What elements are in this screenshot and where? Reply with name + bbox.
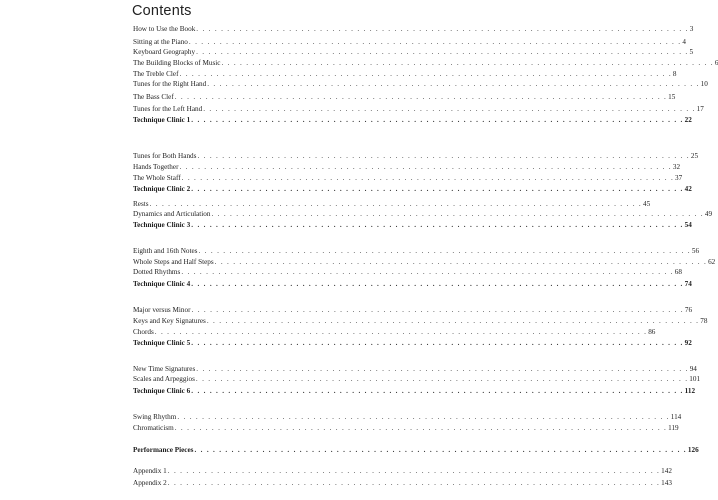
dot-leader: . . . . . . . . . . . . . . . . . . . . . . . . . . . . . . . . . . . . . . . . . . . . . . . . . . . . . . . . . . . . . . . . . . . . . . . . . . . . . . . . — [188, 38, 682, 46]
dot-leader: . . . . . . . . . . . . . . . . . . . . . . . . . . . . . . . . . . . . . . . . . . . . . . . . . . . . . . . . . . . . . . . . . . . . . . . . . . . . . . . . — [177, 413, 670, 421]
contents-heading: Contents — [132, 3, 192, 19]
toc-entry-page: 126 — [687, 446, 699, 454]
dot-leader: . . . . . . . . . . . . . . . . . . . . . . . . . . . . . . . . . . . . . . . . . . . . . . . . . . . . . . . . . . . . . . . . . . . . . . . . . . . . . . . . — [196, 25, 689, 33]
dot-leader: . . . . . . . . . . . . . . . . . . . . . . . . . . . . . . . . . . . . . . . . . . . . . . . . . . . . . . . . . . . . . . . . . . . . . . . . . . . . . . . . — [195, 375, 689, 383]
dot-leader: . . . . . . . . . . . . . . . . . . . . . . . . . . . . . . . . . . . . . . . . . . . . . . . . . . . . . . . . . . . . . . . . . . . . . . . . . . . . . . . . — [196, 365, 689, 373]
toc-entry-page: 8 — [672, 70, 677, 78]
toc-entry-page: 62 — [708, 258, 716, 266]
toc-entry-title: Technique Clinic 1 — [133, 116, 191, 124]
dot-leader: . . . . . . . . . . . . . . . . . . . . . . . . . . . . . . . . . . . . . . . . . . . . . . . . . . . . . . . . . . . . . . . . . . . . . . . . . . . . . . . . — [191, 306, 684, 314]
dot-leader: . . . . . . . . . . . . . . . . . . . . . . . . . . . . . . . . . . . . . . . . . . . . . . . . . . . . . . . . . . . . . . . . . . . . . . . . . . . . . . . . — [181, 174, 675, 182]
toc-entry-page: 119 — [668, 424, 679, 432]
toc-entry-title: Dotted Rhythms — [133, 268, 181, 276]
dot-leader: . . . . . . . . . . . . . . . . . . . . . . . . . . . . . . . . . . . . . . . . . . . . . . . . . . . . . . . . . . . . . . . . . . . . . . . . . . . . . . . . — [174, 424, 668, 432]
dot-leader: . . . . . . . . . . . . . . . . . . . . . . . . . . . . . . . . . . . . . . . . . . . . . . . . . . . . . . . . . . . . . . . . . . . . . . . . . . . . . . . . — [191, 387, 684, 395]
dot-leader: . . . . . . . . . . . . . . . . . . . . . . . . . . . . . . . . . . . . . . . . . . . . . . . . . . . . . . . . . . . . . . . . . . . . . . . . . . . . . . . . — [179, 70, 672, 78]
toc-entry-title: The Treble Clef — [133, 70, 179, 78]
dot-leader: . . . . . . . . . . . . . . . . . . . . . . . . . . . . . . . . . . . . . . . . . . . . . . . . . . . . . . . . . . . . . . . . . . . . . . . . . . . . . . . . — [214, 258, 708, 266]
toc-entry — [133, 257, 716, 267]
toc-entry-title: New Time Signatures — [133, 365, 196, 373]
toc-entry-title: Major versus Minor — [133, 306, 191, 314]
dot-leader: . . . . . . . . . . . . . . . . . . . . . . . . . . . . . . . . . . . . . . . . . . . . . . . . . . . . . . . . . . . . . . . . . . . . . . . . . . . . . . . . — [149, 200, 642, 208]
toc-entry-title: Dynamics and Articulation — [133, 210, 211, 218]
toc-entry — [133, 79, 708, 89]
toc-entry — [133, 115, 692, 125]
toc-entry — [133, 246, 700, 256]
toc-entry-page: 76 — [684, 306, 693, 314]
toc-entry-title: The Whole Staff — [133, 174, 181, 182]
dot-leader: . . . . . . . . . . . . . . . . . . . . . . . . . . . . . . . . . . . . . . . . . . . . . . . . . . . . . . . . . . . . . . . . . . . . . . . . . . . . . . . . — [196, 48, 689, 56]
toc-entry-page: 92 — [684, 339, 692, 347]
toc-entry — [133, 184, 692, 194]
toc-entry — [133, 478, 672, 488]
dot-leader: . . . . . . . . . . . . . . . . . . . . . . . . . . . . . . . . . . . . . . . . . . . . . . . . . . . . . . . . . . . . . . . . . . . . . . . . . . . . . . . . — [154, 328, 648, 336]
toc-entry-title: Rests — [133, 200, 149, 208]
toc-entry — [133, 364, 697, 374]
dot-leader: . . . . . . . . . . . . . . . . . . . . . . . . . . . . . . . . . . . . . . . . . . . . . . . . . . . . . . . . . . . . . . . . . . . . . . . . . . . . . . . . — [191, 116, 684, 124]
toc-entry-page: 17 — [696, 105, 704, 113]
toc-entry-title: Technique Clinic 4 — [133, 280, 191, 288]
dot-leader: . . . . . . . . . . . . . . . . . . . . . . . . . . . . . . . . . . . . . . . . . . . . . . . . . . . . . . . . . . . . . . . . . . . . . . . . . . . . . . . . — [211, 210, 704, 218]
toc-entry-page: 5 — [689, 48, 694, 56]
toc-entry — [133, 58, 718, 68]
toc-entry — [133, 37, 686, 47]
dot-leader: . . . . . . . . . . . . . . . . . . . . . . . . . . . . . . . . . . . . . . . . . . . . . . . . . . . . . . . . . . . . . . . . . . . . . . . . . . . . . . . . — [198, 247, 691, 255]
toc-entry-title: Performance Pieces — [133, 446, 194, 454]
toc-entry-title: Technique Clinic 6 — [133, 387, 191, 395]
dot-leader: . . . . . . . . . . . . . . . . . . . . . . . . . . . . . . . . . . . . . . . . . . . . . . . . . . . . . . . . . . . . . . . . . . . . . . . . . . . . . . . . — [191, 280, 684, 288]
dot-leader: . . . . . . . . . . . . . . . . . . . . . . . . . . . . . . . . . . . . . . . . . . . . . . . . . . . . . . . . . . . . . . . . . . . . . . . . . . . . . . . . — [167, 467, 661, 475]
toc-entry-title: Eighth and 16th Notes — [133, 247, 198, 255]
toc-entry — [133, 220, 692, 230]
toc-entry-page: 143 — [661, 479, 672, 487]
toc-entry-title: Technique Clinic 3 — [133, 221, 191, 229]
toc-entry-page: 74 — [684, 280, 692, 288]
toc-entry-title: Swing Rhythm — [133, 413, 177, 421]
toc-entry-page: 25 — [690, 152, 699, 160]
toc-entry — [133, 466, 672, 476]
toc-entry-title: Keys and Key Signatures — [133, 317, 206, 325]
toc-entry-title: Sitting at the Piano — [133, 38, 188, 46]
dot-leader: . . . . . . . . . . . . . . . . . . . . . . . . . . . . . . . . . . . . . . . . . . . . . . . . . . . . . . . . . . . . . . . . . . . . . . . . . . . . . . . . — [181, 268, 674, 276]
toc-entry-title: Tunes for the Left Hand — [133, 105, 203, 113]
toc-entry — [133, 374, 701, 384]
toc-entry-title: Technique Clinic 5 — [133, 339, 191, 347]
toc-entry — [133, 445, 699, 455]
toc-entry — [133, 47, 694, 57]
toc-entry — [133, 209, 713, 219]
toc-entry-page: 78 — [700, 317, 708, 325]
toc-entry-title: Tunes for the Right Hand — [133, 80, 207, 88]
toc-entry-page: 56 — [691, 247, 700, 255]
toc-entry-title: Chords — [133, 328, 154, 336]
toc-entry-page: 15 — [668, 93, 676, 101]
toc-entry-title: How to Use the Book — [133, 25, 196, 33]
toc-entry-title: Appendix 1 — [133, 467, 167, 475]
dot-leader: . . . . . . . . . . . . . . . . . . . . . . . . . . . . . . . . . . . . . . . . . . . . . . . . . . . . . . . . . . . . . . . . . . . . . . . . . . . . . . . . — [191, 339, 684, 347]
dot-leader: . . . . . . . . . . . . . . . . . . . . . . . . . . . . . . . . . . . . . . . . . . . . . . . . . . . . . . . . . . . . . . . . . . . . . . . . . . . . . . . . — [206, 317, 700, 325]
dot-leader: . . . . . . . . . . . . . . . . . . . . . . . . . . . . . . . . . . . . . . . . . . . . . . . . . . . . . . . . . . . . . . . . . . . . . . . . . . . . . . . . — [221, 59, 714, 67]
dot-leader: . . . . . . . . . . . . . . . . . . . . . . . . . . . . . . . . . . . . . . . . . . . . . . . . . . . . . . . . . . . . . . . . . . . . . . . . . . . . . . . . — [207, 80, 700, 88]
toc-entry-page: 68 — [674, 268, 682, 276]
dot-leader: . . . . . . . . . . . . . . . . . . . . . . . . . . . . . . . . . . . . . . . . . . . . . . . . . . . . . . . . . . . . . . . . . . . . . . . . . . . . . . . . — [179, 163, 672, 171]
toc-entry — [133, 267, 682, 277]
toc-entry — [133, 162, 681, 172]
toc-entry-page: 6 — [714, 59, 718, 67]
toc-entry-page: 86 — [648, 328, 656, 336]
toc-entry-page: 54 — [684, 221, 692, 229]
toc-entry-page: 142 — [661, 467, 672, 475]
toc-entry — [133, 423, 679, 433]
dot-leader: . . . . . . . . . . . . . . . . . . . . . . . . . . . . . . . . . . . . . . . . . . . . . . . . . . . . . . . . . . . . . . . . . . . . . . . . . . . . . . . . — [174, 93, 668, 101]
toc-entry-page: 22 — [684, 116, 692, 124]
dot-leader: . . . . . . . . . . . . . . . . . . . . . . . . . . . . . . . . . . . . . . . . . . . . . . . . . . . . . . . . . . . . . . . . . . . . . . . . . . . . . . . . — [191, 185, 684, 193]
toc-entry-page: 37 — [675, 174, 683, 182]
toc-entry-page: 3 — [689, 25, 694, 33]
toc-entry — [133, 24, 694, 34]
toc-entry-page: 45 — [642, 200, 651, 208]
toc-entry-page: 114 — [670, 413, 682, 421]
dot-leader: . . . . . . . . . . . . . . . . . . . . . . . . . . . . . . . . . . . . . . . . . . . . . . . . . . . . . . . . . . . . . . . . . . . . . . . . . . . . . . . . — [197, 152, 690, 160]
toc-entry — [133, 412, 682, 422]
toc-entry — [133, 104, 704, 114]
toc-entry-title: Technique Clinic 2 — [133, 185, 191, 193]
toc-entry — [133, 151, 699, 161]
toc-entry-page: 10 — [700, 80, 708, 88]
toc-entry-page: 32 — [672, 163, 681, 171]
toc-entry — [133, 327, 656, 337]
dot-leader: . . . . . . . . . . . . . . . . . . . . . . . . . . . . . . . . . . . . . . . . . . . . . . . . . . . . . . . . . . . . . . . . . . . . . . . . . . . . . . . . — [194, 446, 687, 454]
toc-entry-page: 94 — [689, 365, 697, 373]
toc-entry-title: The Bass Clef — [133, 93, 174, 101]
toc-entry-page: 42 — [684, 185, 692, 193]
toc-entry-page: 112 — [684, 387, 696, 395]
toc-entry-title: Scales and Arpeggios — [133, 375, 195, 383]
toc-entry-page: 4 — [682, 38, 686, 46]
toc-entry-title: The Building Blocks of Music — [133, 59, 221, 67]
dot-leader: . . . . . . . . . . . . . . . . . . . . . . . . . . . . . . . . . . . . . . . . . . . . . . . . . . . . . . . . . . . . . . . . . . . . . . . . . . . . . . . . — [191, 221, 684, 229]
toc-entry — [133, 69, 677, 79]
toc-entry-title: Tunes for Both Hands — [133, 152, 197, 160]
toc-entry-title: Appendix 2 — [133, 479, 167, 487]
toc-entry — [133, 199, 651, 209]
toc-entry — [133, 338, 692, 348]
dot-leader: . . . . . . . . . . . . . . . . . . . . . . . . . . . . . . . . . . . . . . . . . . . . . . . . . . . . . . . . . . . . . . . . . . . . . . . . . . . . . . . . — [167, 479, 661, 487]
toc-entry-title: Hands Together — [133, 163, 179, 171]
toc-entry-title: Chromaticism — [133, 424, 174, 432]
toc-entry-title: Whole Steps and Half Steps — [133, 258, 214, 266]
toc-entry — [133, 173, 683, 183]
toc-entry — [133, 92, 676, 102]
toc-entry — [133, 305, 693, 315]
toc-entry — [133, 386, 696, 396]
toc-entry-page: 101 — [689, 375, 701, 383]
toc-entry-page: 49 — [704, 210, 713, 218]
toc-entry — [133, 279, 692, 289]
toc-entry — [133, 316, 708, 326]
dot-leader: . . . . . . . . . . . . . . . . . . . . . . . . . . . . . . . . . . . . . . . . . . . . . . . . . . . . . . . . . . . . . . . . . . . . . . . . . . . . . . . . — [203, 105, 696, 113]
toc-entry-title: Keyboard Geography — [133, 48, 196, 56]
